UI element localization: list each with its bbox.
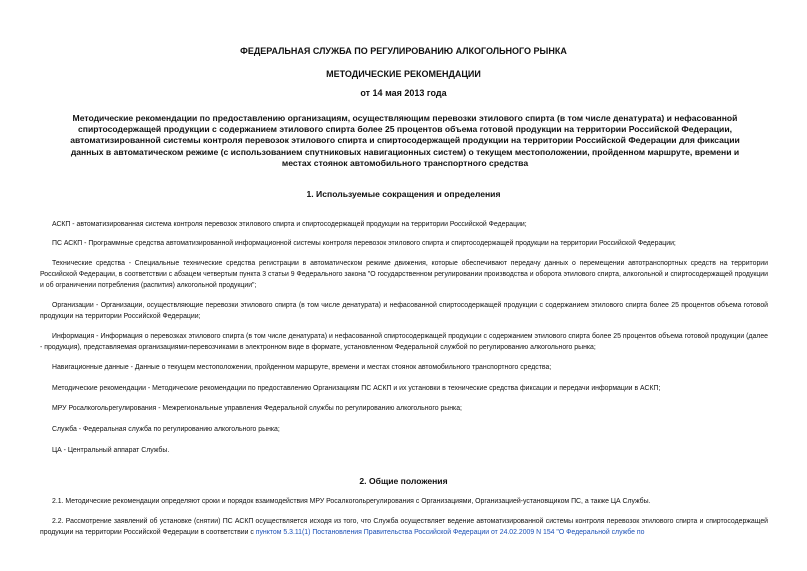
definition-item: Организации - Организации, осуществляющие перевозки этилового спирта (в том числе денатурата) и нефасованной спиртосодержащей продукции с содержанием этилового спирта более 25 процентов объема готовой продукции на территории Российской Федерации; bbox=[40, 302, 768, 320]
definition-item: Информация - Информация о перевозках этилового спирта (в том числе денатурата) и нефасованной спиртосодержащей продукции с содержанием этилового спирта более 25 процентов объема готовой продукции (далее - продукция), представляемая организациями-перевозчиками в электронном виде в формате, установленном Федеральной службой по регулированию алкогольного рынка; bbox=[40, 333, 768, 351]
section-1-heading: 1. Используемые сокращения и определения bbox=[306, 189, 501, 199]
definition-item: МРУ Росалкогольрегулирования - Межрегиональные управления Федеральной службы по регулированию алкогольного рынка; bbox=[52, 405, 462, 412]
document-date: от 14 мая 2013 года bbox=[360, 88, 447, 98]
definition-item: Технические средства - Специальные технические средства регистрации в автоматическом режиме движения, которые обеспечивают передачу данных о перемещении автотранспортных средств на территории Российской Федерации, в соответствии с абзацем четвертым пункта 3 статьи 9 Федерального закона "О государственном регулировании производства и оборота этилового спирта, алкогольной и спиртосодержащей продукции и об ограничении потребления (распития) алкогольной продукции"; bbox=[40, 260, 768, 289]
definition-item: ЦА - Центральный аппарат Службы. bbox=[52, 447, 170, 454]
definition-item: Методические рекомендации - Методические рекомендации по предоставлению Организациям ПС АСКП и их установки в технические средства фиксации и передачи информации в АСКП; bbox=[52, 385, 661, 392]
definition-item: ПС АСКП - Программные средства автоматизированной информационной системы контроля перевозок этилового спирта и спиртосодержащей продукции на территории Российской Федерации; bbox=[52, 240, 676, 247]
document-type: МЕТОДИЧЕСКИЕ РЕКОМЕНДАЦИИ bbox=[326, 69, 481, 79]
section-2-heading: 2. Общие положения bbox=[359, 476, 448, 486]
agency-name: ФЕДЕРАЛЬНАЯ СЛУЖБА ПО РЕГУЛИРОВАНИЮ АЛКОГОЛЬНОГО РЫНКА bbox=[240, 46, 567, 56]
definition-item: Служба - Федеральная служба по регулированию алкогольного рынка; bbox=[52, 426, 280, 433]
decree-link[interactable]: пунктом 5.3.11(1) Постановления Правительства Российской Федерации от 24.02.2009 N 154 "О Федеральной службе по bbox=[255, 529, 645, 536]
paragraph-2-2 bbox=[40, 516, 768, 538]
definition-item: Навигационные данные - Данные о текущем местоположении, пройденном маршруте, времени и местах стоянок автомобильного транспортного средства; bbox=[52, 364, 552, 371]
document-title: Методические рекомендации по предоставлению организациям, осуществляющим перевозки этилового спирта (в том числе денатурата) и нефасованной спиртосодержащей продукции с содержанием этилового спирта более 25 процентов объема готовой продукции на территории Российской Федерации, автоматизированной системы контроля перевозок этилового спирта и спиртосодержащей продукции на территории Российской Федерации для фиксации данных в автоматическом режиме (с использованием спутниковых навигационных систем) о текущем местоположении, пройденном маршруте, времени и местах стоянок автомобильного транспортного средства bbox=[70, 113, 740, 168]
definition-item: АСКП - автоматизированная система контроля перевозок этилового спирта и спиртосодержащей продукции на территории Российской Федерации; bbox=[52, 221, 527, 228]
paragraph-2-2-text: 2.2. Рассмотрение заявлений об установке (снятии) ПС АСКП осуществляется исходя из того, что Служба осуществляет ведение автоматизированной системы контроля перевозок этилового спирта и спиртосодержащей продукции на территории Российской Федерации в соответствии с bbox=[40, 518, 768, 536]
paragraph-2-1: 2.1. Методические рекомендации определяют сроки и порядок взаимодействия МРУ Росалкогольрегулирования с Организациями, Организацией-установщиком ПС, а также ЦА Службы. bbox=[52, 498, 651, 505]
